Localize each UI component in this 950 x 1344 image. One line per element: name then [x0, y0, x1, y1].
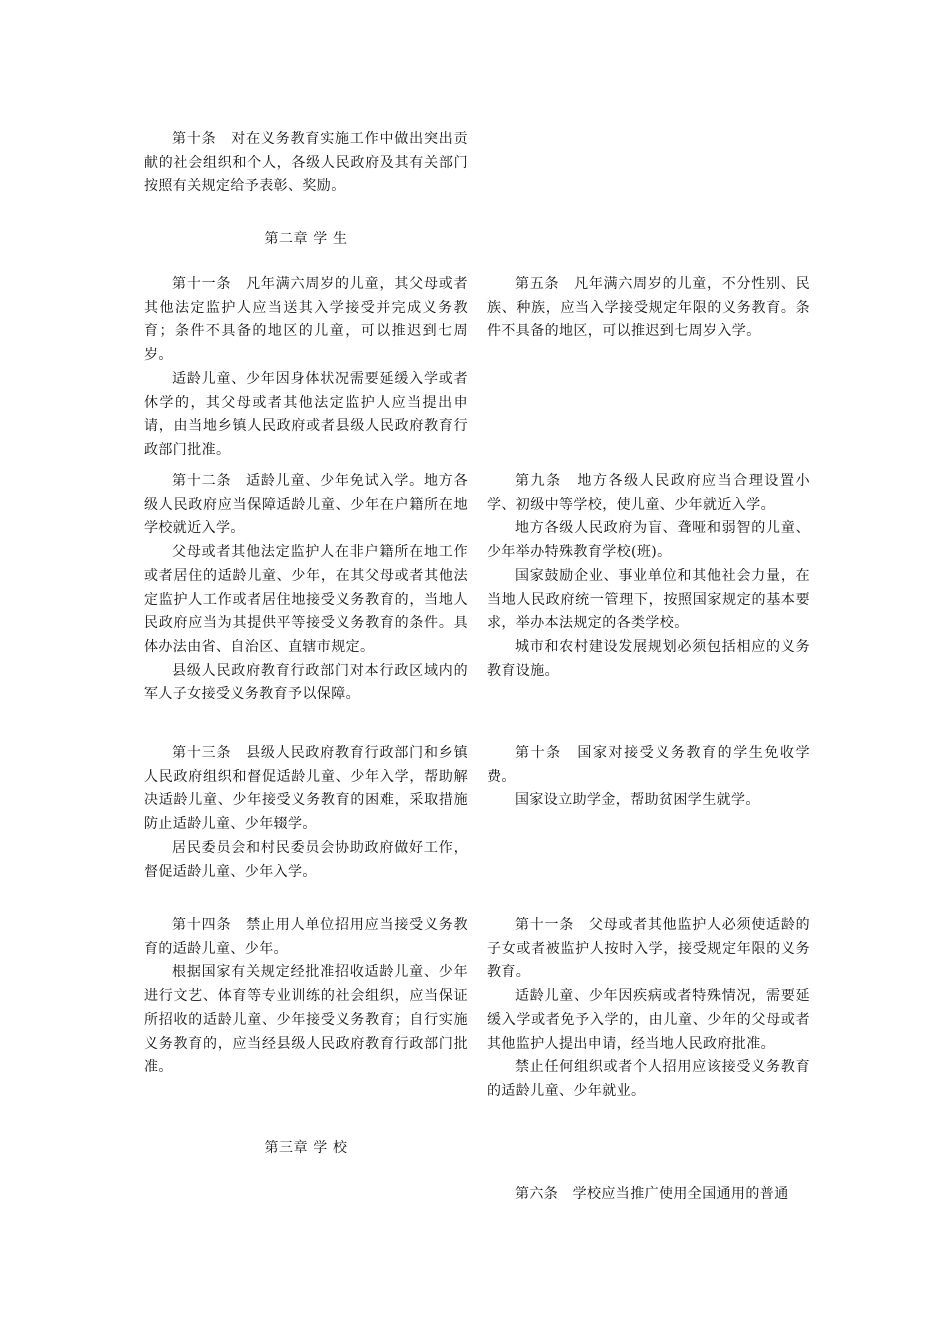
paragraph: 第十条 对在义务教育实施工作中做出突出贡献的社会组织和个人，各级人民政府及其有关部门按照有关规定给予表彰、奖励。 — [144, 131, 468, 195]
paragraph: 第九条 地方各级人民政府应当合理设置小学、初级中等学校，使儿童、少年就近入学。 — [487, 473, 810, 513]
paragraph: 第十条 国家对接受义务教育的学生免收学费。 — [487, 745, 810, 785]
paragraph: 第十一条 父母或者其他监护人必须使适龄的子女或者被监护人按时入学，接受规定年限的义务教育。 — [487, 917, 810, 981]
left-article-10 — [144, 128, 468, 199]
paragraph: 第五条 凡年满六周岁的儿童，不分性别、民族、种族，应当入学接受规定年限的义务教育。条件不具备的地区，可以推迟到七周岁入学。 — [487, 276, 810, 340]
paragraph: 适龄儿童、少年因身体状况需要延缓入学或者休学的，其父母或者其他法定监护人应当提出申请，由当地乡镇人民政府或者县级人民政府教育行政部门批准。 — [144, 370, 468, 458]
paragraph: 国家设立助学金，帮助贫困学生就学。 — [515, 792, 760, 809]
right-article-6 — [487, 1183, 810, 1207]
right-article-5 — [487, 273, 810, 344]
chapter-3-heading: 第三章 学 校 — [264, 1140, 348, 1156]
left-article-13 — [144, 742, 468, 884]
paragraph: 第六条 学校应当推广使用全国通用的普通 — [515, 1186, 789, 1202]
left-article-11 — [144, 273, 468, 463]
right-article-10 — [487, 742, 810, 813]
paragraph: 国家鼓励企业、事业单位和其他社会力量，在当地人民政府统一管理下，按照国家规定的基本要求，举办本法规定的各类学校。 — [487, 567, 810, 632]
right-article-9 — [487, 470, 810, 683]
paragraph: 第十一条 凡年满六周岁的儿童，其父母或者其他法定监护人应当送其入学接受并完成义务教育；条件不具备的地区的儿童，可以推迟到七周岁。 — [144, 276, 468, 364]
right-article-11 — [487, 914, 810, 1104]
paragraph: 禁止任何组织或者个人招用应该接受义务教育的适龄儿童、少年就业。 — [487, 1059, 810, 1099]
left-article-12 — [144, 470, 468, 707]
left-article-14 — [144, 914, 468, 1080]
paragraph: 根据国家有关规定经批准招收适龄儿童、少年进行文艺、体育等专业训练的社会组织，应当保证所招收的适龄儿童、少年接受义务教育；自行实施义务教育的，应当经县级人民政府教育行政部门批准。 — [144, 964, 468, 1076]
paragraph: 父母或者其他法定监护人在非户籍所在地工作或者居住的适龄儿童、少年，在其父母或者其他法定监护人工作或者居住地接受义务教育的，当地人民政府应当为其提供平等接受义务教育的条件。具体办法由省、自治区、直辖市规定。 — [144, 544, 468, 655]
paragraph: 适龄儿童、少年因疾病或者特殊情况，需要延缓入学或者免予入学的，由儿童、少年的父母或者其他监护人提出申请，经当地人民政府批准。 — [487, 988, 810, 1052]
paragraph: 第十二条 适龄儿童、少年免试入学。地方各级人民政府应当保障适龄儿童、少年在户籍所在地学校就近入学。 — [144, 473, 468, 537]
paragraph: 第十四条 禁止用人单位招用应当接受义务教育的适龄儿童、少年。 — [144, 917, 468, 957]
paragraph: 第十三条 县级人民政府教育行政部门和乡镇人民政府组织和督促适龄儿童、少年入学，帮助解决适龄儿童、少年接受义务教育的困难，采取措施防止适龄儿童、少年辍学。 — [144, 745, 468, 833]
paragraph: 县级人民政府教育行政部门对本行政区域内的军人子女接受义务教育予以保障。 — [144, 662, 468, 703]
paragraph: 地方各级人民政府为盲、聋哑和弱智的儿童、少年举办特殊教育学校(班)。 — [487, 520, 810, 561]
chapter-2-heading: 第二章 学 生 — [264, 231, 348, 247]
paragraph: 城市和农村建设发展规划必须包括相应的义务教育设施。 — [487, 638, 810, 679]
paragraph: 居民委员会和村民委员会协助政府做好工作，督促适龄儿童、少年入学。 — [144, 839, 468, 880]
